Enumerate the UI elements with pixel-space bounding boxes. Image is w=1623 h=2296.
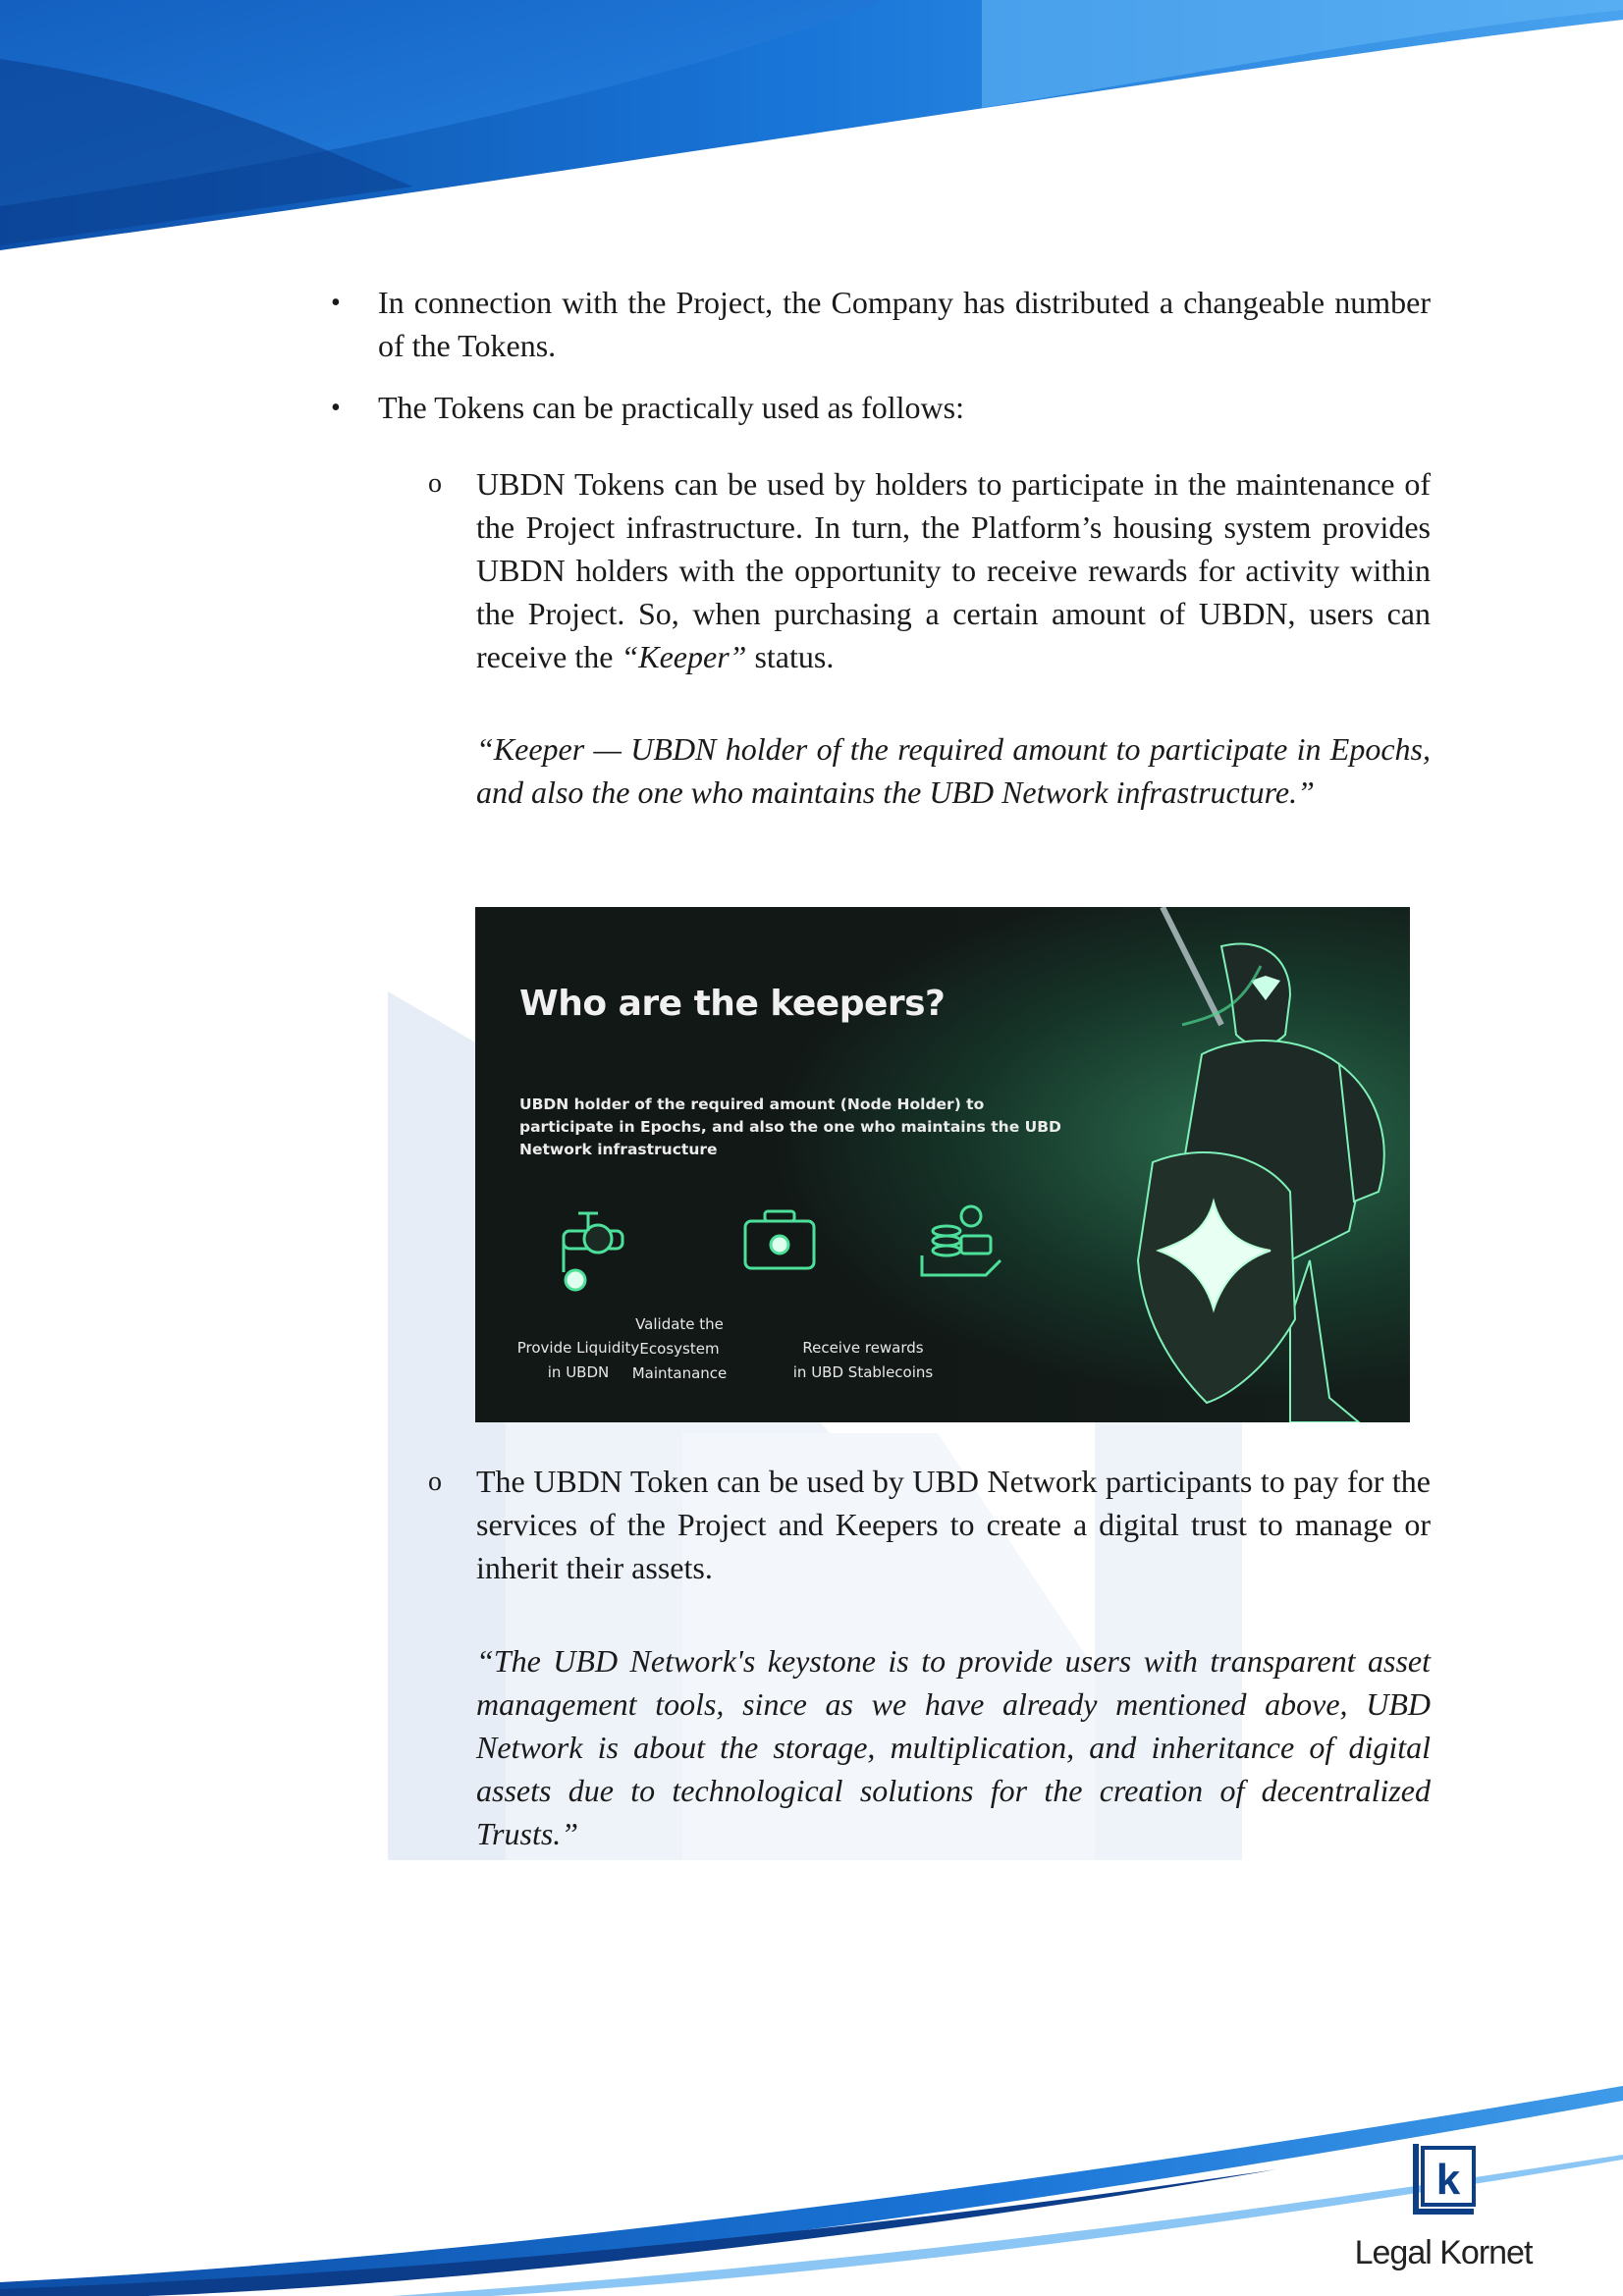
sub-1-prefix: UBDN Tokens can be used by holders to participate in the maintenance of the Project infrastructure. In turn, the Platform’s housing system provides UBDN holders with the opportunity to receive rewards for activity within the Project. So, when purchasing a certain amount of UBDN, users can receive the — [476, 466, 1431, 674]
label-receive-rewards: Receive rewards in UBD Stablecoins — [792, 1339, 934, 1381]
sub-1-suffix: status. — [746, 639, 835, 674]
label-validate-ecosystem: Validate the Ecosystem Maintanance — [631, 1315, 728, 1382]
bullet-text-distribution: In connection with the Project, the Company has distributed a changeable number of the Tokens. — [378, 285, 1431, 363]
quote-network-keystone: “The UBD Network's keystone is to provide users with transparent asset management tools, since as we have already mentioned above, UBD Network is about the storage, multiplication, and inheritance of digital assets due to technological solutions for the creation of decentralized Trusts.” — [476, 1643, 1431, 1851]
sub-bullet-circle: o — [428, 1467, 442, 1497]
keepers-illustration — [475, 907, 1410, 1422]
legal-kornet-logo — [1345, 2140, 1542, 2277]
bullet-dot: • — [331, 393, 341, 423]
sub-bullet-text-keeper — [476, 462, 1431, 678]
keepers-image-subtitle: UBDN holder of the required amount (Node Holder) to participate in Epochs, and also the one who maintains the UBD Network infrastructure — [519, 1095, 1061, 1158]
quote-keeper-definition: “Keeper — UBDN holder of the required amount to participate in Epochs, and also the one who maintains the UBD Network infrastructure.” — [476, 731, 1431, 810]
label-provide-liquidity: Provide Liquidity in UBDN — [516, 1339, 640, 1381]
header-wave-decoration — [0, 0, 1623, 255]
bullet-text-usage: The Tokens can be practically used as follows: — [378, 390, 964, 425]
logo-text: Legal Kornet — [1354, 2234, 1533, 2271]
bullet-dot: • — [331, 288, 341, 318]
logo-letter: k — [1435, 2156, 1461, 2204]
keeper-term: “Keeper” — [621, 639, 747, 674]
sub-bullet-text-payment: The UBDN Token can be used by UBD Network participants to pay for the services of the Project and Keepers to create a digital trust to manage or inherit their assets. — [476, 1464, 1431, 1585]
keepers-image-title: Who are the keepers? — [519, 984, 946, 1024]
logo-mark — [1409, 2140, 1478, 2218]
sub-bullet-circle: o — [428, 468, 442, 499]
